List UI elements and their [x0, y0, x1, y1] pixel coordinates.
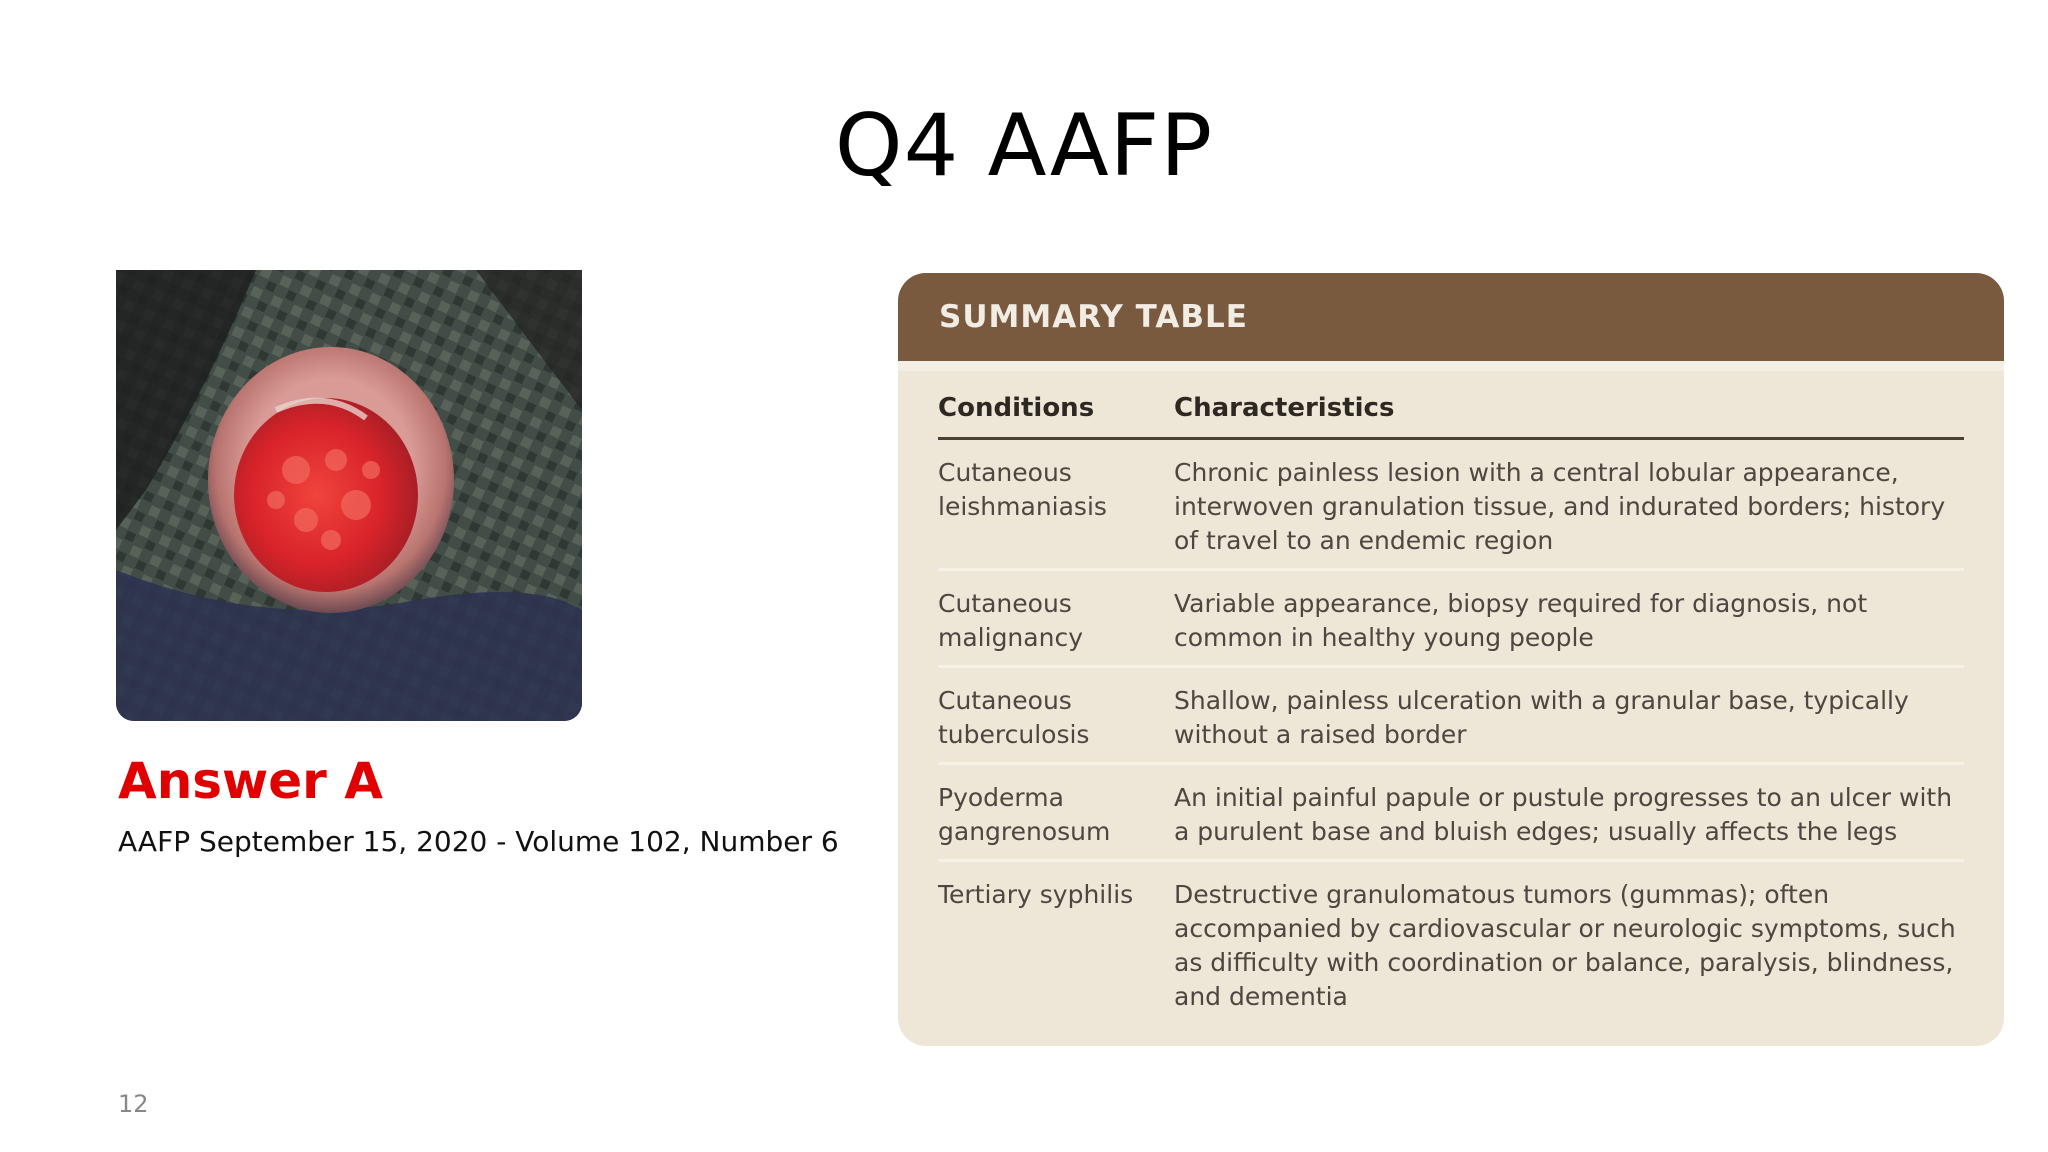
table-row — [938, 668, 1964, 765]
condition-cell: Pyoderma gangrenosum — [938, 783, 1111, 846]
summary-table — [898, 273, 2004, 1046]
table-header-row — [938, 371, 1964, 440]
column-header-conditions: Conditions — [938, 393, 1095, 423]
characteristics-cell: Chronic painless lesion with a central lobular appearance, interwoven granulation tissue, and indurated borders; history of travel to an endemic region — [1174, 458, 1946, 555]
table-row — [938, 862, 1964, 1024]
characteristics-cell: Destructive granulomatous tumors (gummas); often accompanied by cardiovascular or neurologic symptoms, such as difficulty with coordination or balance, paralysis, blindness, and dementia — [1174, 880, 1956, 1011]
table-row — [938, 440, 1964, 571]
condition-cell: Tertiary syphilis — [938, 880, 1134, 909]
column-header-characteristics: Characteristics — [1174, 393, 1395, 423]
table-row — [938, 571, 1964, 668]
condition-cell: Cutaneous leishmaniasis — [938, 458, 1107, 521]
answer-text: Answer A — [118, 752, 383, 810]
condition-cell: Cutaneous tuberculosis — [938, 686, 1090, 749]
slide-title: Q4 AAFP — [834, 96, 1214, 196]
condition-cell: Cutaneous malignancy — [938, 589, 1083, 652]
clinical-photo — [116, 270, 582, 721]
header-divider — [898, 361, 2004, 371]
table-body — [938, 371, 1964, 1024]
characteristics-cell: Variable appearance, biopsy required for diagnosis, not common in healthy young people — [1174, 589, 1868, 652]
summary-table-title: SUMMARY TABLE — [898, 273, 2004, 361]
characteristics-cell: An initial painful papule or pustule progresses to an ulcer with a purulent base and bluish edges; usually affects the legs — [1174, 783, 1953, 846]
citation-text: AAFP September 15, 2020 - Volume 102, Number 6 — [118, 825, 839, 858]
characteristics-cell: Shallow, painless ulceration with a granular base, typically without a raised border — [1174, 686, 1909, 749]
slide-number: 12 — [118, 1090, 149, 1118]
table-row — [938, 765, 1964, 862]
